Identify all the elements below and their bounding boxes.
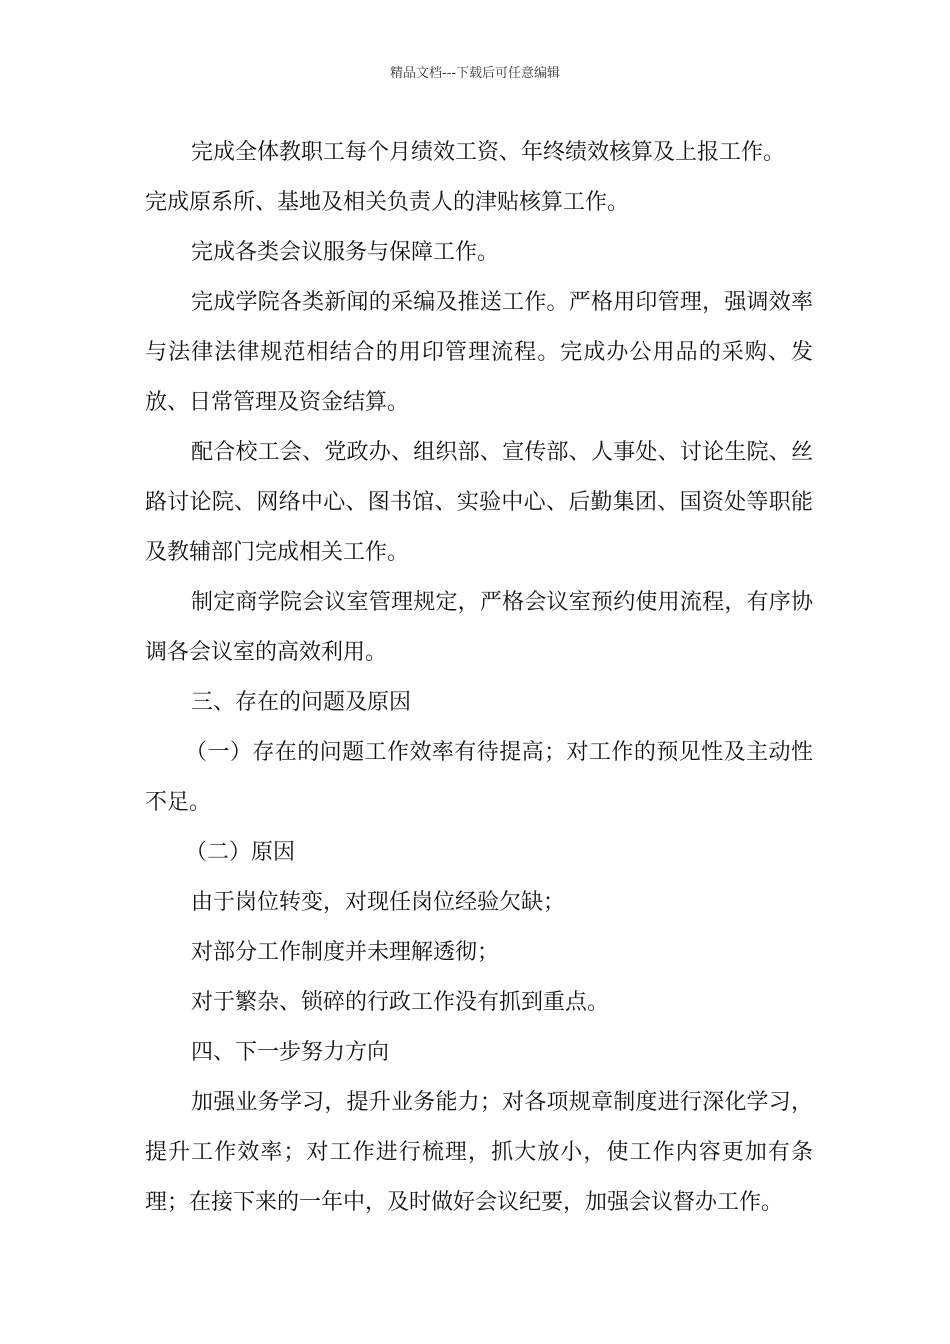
reason-item-3: 对于繁杂、锁碎的行政工作没有抓到重点。 [191,990,610,1015]
document-body [145,128,813,1228]
paragraph-cooperation: 配合校工会、党政办、组织部、宣传部、人事处、讨论生院、丝路讨论院、网络中心、图书馆、实验中心、后勤集团、国资处等职能及教辅部门完成相关工作。 [145,440,813,565]
paragraph-salary-accounting: 完成全体教职工每个月绩效工资、年终绩效核算及上报工作。 [191,140,786,165]
paragraph-allowance-accounting: 完成原系所、基地及相关负责人的津贴核算工作。 [145,190,630,215]
reason-item-2: 对部分工作制度并未理解透彻； [191,940,500,965]
section-heading-problems: 三、存在的问题及原因 [191,690,412,715]
paragraph-news-and-seal: 完成学院各类新闻的采编及推送工作。严格用印管理，强调效率与法律法律规范相结合的用印管理流程。完成办公用品的采购、发放、日常管理及资金结算。 [145,290,813,415]
subheading-reasons: （二）原因 [185,840,296,865]
paragraph-meeting-service: 完成各类会议服务与保障工作。 [191,240,500,265]
paragraph-meeting-room: 制定商学院会议室管理规定，严格会议室预约使用流程，有序协调各会议室的高效利用。 [145,590,813,665]
paragraph-next-steps: 加强业务学习，提升业务能力；对各项规章制度进行深化学习，提升工作效率；对工作进行梳理，抓大放小，使工作内容更加有条理；在接下来的一年中，及时做好会议纪要，加强会议督办工作。 [145,1090,813,1215]
section-heading-next-steps: 四、下一步努力方向 [191,1040,390,1065]
subheading-problems: （一）存在的问题工作效率有待提高；对工作的预见性及主动性不足。 [145,740,813,815]
page-header: 精品文档---下载后可任意编辑 [389,66,561,81]
reason-item-1: 由于岗位转变，对现任岗位经验欠缺； [191,890,566,915]
